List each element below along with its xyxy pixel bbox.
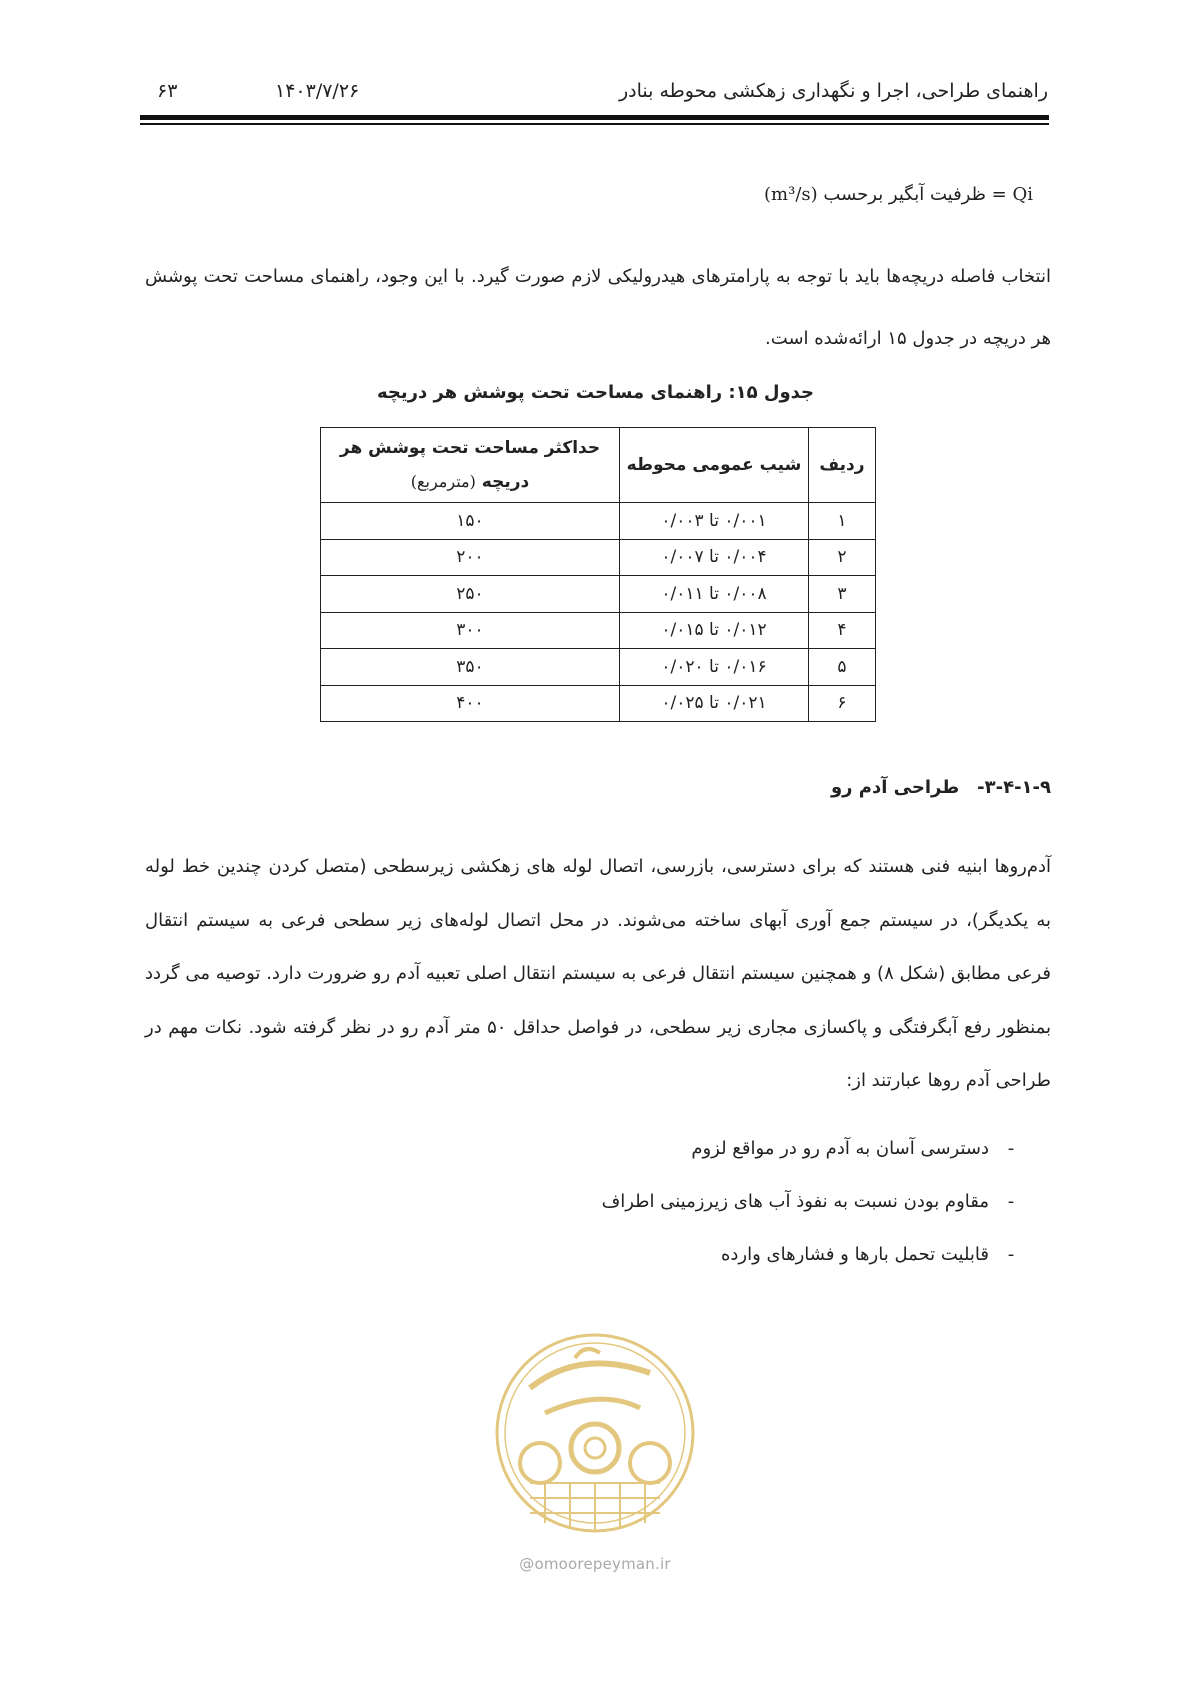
table-row [321, 539, 876, 576]
bullet-list [602, 1138, 1033, 1297]
cell-area: ۳۰۰ [321, 612, 620, 649]
table-header-row [321, 428, 876, 503]
cell-slope: ۰/۰۰۱ تا ۰/۰۰۳ [620, 503, 809, 540]
cell-slope: ۰/۰۰۴ تا ۰/۰۰۷ [620, 539, 809, 576]
header-max-area-unit: (مترمربع) [410, 472, 476, 491]
list-item-text: مقاوم بودن نسبت به نفوذ آب های زیرزمینی اطراف [601, 1191, 989, 1212]
watermark-text: @omoorepeyman.ir [519, 1555, 671, 1573]
list-item [602, 1138, 1033, 1191]
list-item [602, 1191, 1033, 1244]
table-row [321, 612, 876, 649]
formula-unit: (m³/s) [764, 184, 818, 205]
cell-area: ۴۰۰ [321, 685, 620, 722]
cell-area: ۱۵۰ [321, 503, 620, 540]
paragraph-intro: انتخاب فاصله دریچه‌ها باید با توجه به پارامترهای هیدرولیکی لازم صورت گیرد. با این وجود، راهنمای مساحت تحت پوشش هر دریچه در جدول ۱۵ ارائه‌شده است. [145, 266, 1051, 349]
list-item-text: دسترسی آسان به آدم رو در مواقع لزوم [691, 1138, 989, 1159]
list-item [602, 1244, 1033, 1297]
cell-slope: ۰/۰۱۶ تا ۰/۰۲۰ [620, 649, 809, 686]
section-number: ۳-۴-۱-۹- [977, 777, 1051, 798]
formula-line [764, 184, 1033, 205]
header-title: راهنمای طراحی، اجرا و نگهداری زهکشی محوطه بنادر [618, 80, 1048, 102]
cell-area: ۳۵۰ [321, 649, 620, 686]
cell-row-number: ۲ [809, 539, 876, 576]
cell-row-number: ۵ [809, 649, 876, 686]
cell-row-number: ۱ [809, 503, 876, 540]
section-heading [831, 777, 1051, 798]
header-max-area-line2 [321, 465, 619, 499]
formula-symbol: Qi [1012, 184, 1033, 205]
cell-slope: ۰/۰۱۲ تا ۰/۰۱۵ [620, 612, 809, 649]
table-row [321, 649, 876, 686]
cell-slope: ۰/۰۲۱ تا ۰/۰۲۵ [620, 685, 809, 722]
table-row [321, 685, 876, 722]
table-caption: جدول ۱۵: راهنمای مساحت تحت پوشش هر دریچه [376, 382, 815, 403]
cell-row-number: ۶ [809, 685, 876, 722]
header-max-area-line2-text: دریچه [481, 472, 530, 492]
watermark-logo [490, 1318, 700, 1558]
list-item-text: قابلیت تحمل بارها و فشارهای وارده [720, 1244, 989, 1265]
bullet-dash: - [1007, 1244, 1015, 1265]
table-row [321, 503, 876, 540]
header-rule-thin [140, 123, 1049, 125]
header-max-area [321, 428, 620, 503]
header-rule-thick [140, 115, 1049, 120]
formula-text: = ظرفیت آبگیر برحسب [823, 184, 1007, 205]
paragraph-manholes: آدم‌روها ابنیه فنی هستند که برای دسترسی، بازرسی، اتصال لوله های زهکشی زیرسطحی (متصل کردن چندین خط لوله به یکدیگر)، در سیستم جمع آوری آبهای ساخته می‌شوند. در محل اتصال لوله‌های زیر سطحی فرعی به سیستم انتقال فرعی مطابق (شکل ۸) و همچنین سیستم انتقال فرعی به سیستم انتقال اصلی تعبیه آدم رو ضرورت دارد. توصیه می گردد بمنظور رفع آبگرفتگی و پاکسازی مجاری زیر سطحی، در فواصل حداقل ۵۰ متر آدم رو در نظر گرفته شود. نکات مهم در طراحی آدم روها عبارتند از: [145, 856, 1051, 1091]
cell-area: ۲۰۰ [321, 539, 620, 576]
cell-area: ۲۵۰ [321, 576, 620, 613]
header-row-number: ردیف [809, 428, 876, 503]
bullet-dash: - [1007, 1138, 1015, 1159]
page-number: ۶۳ [157, 80, 178, 102]
cell-slope: ۰/۰۰۸ تا ۰/۰۱۱ [620, 576, 809, 613]
table-row [321, 576, 876, 613]
header-slope: شیب عمومی محوطه [620, 428, 809, 503]
header-max-area-line1: حداکثر مساحت تحت پوشش هر [339, 438, 601, 458]
cell-row-number: ۳ [809, 576, 876, 613]
header-date: ۱۴۰۳/۷/۲۶ [275, 80, 360, 102]
section-title: طراحی آدم رو [830, 777, 960, 798]
coverage-table [320, 427, 876, 722]
cell-row-number: ۴ [809, 612, 876, 649]
bullet-dash: - [1007, 1191, 1015, 1212]
